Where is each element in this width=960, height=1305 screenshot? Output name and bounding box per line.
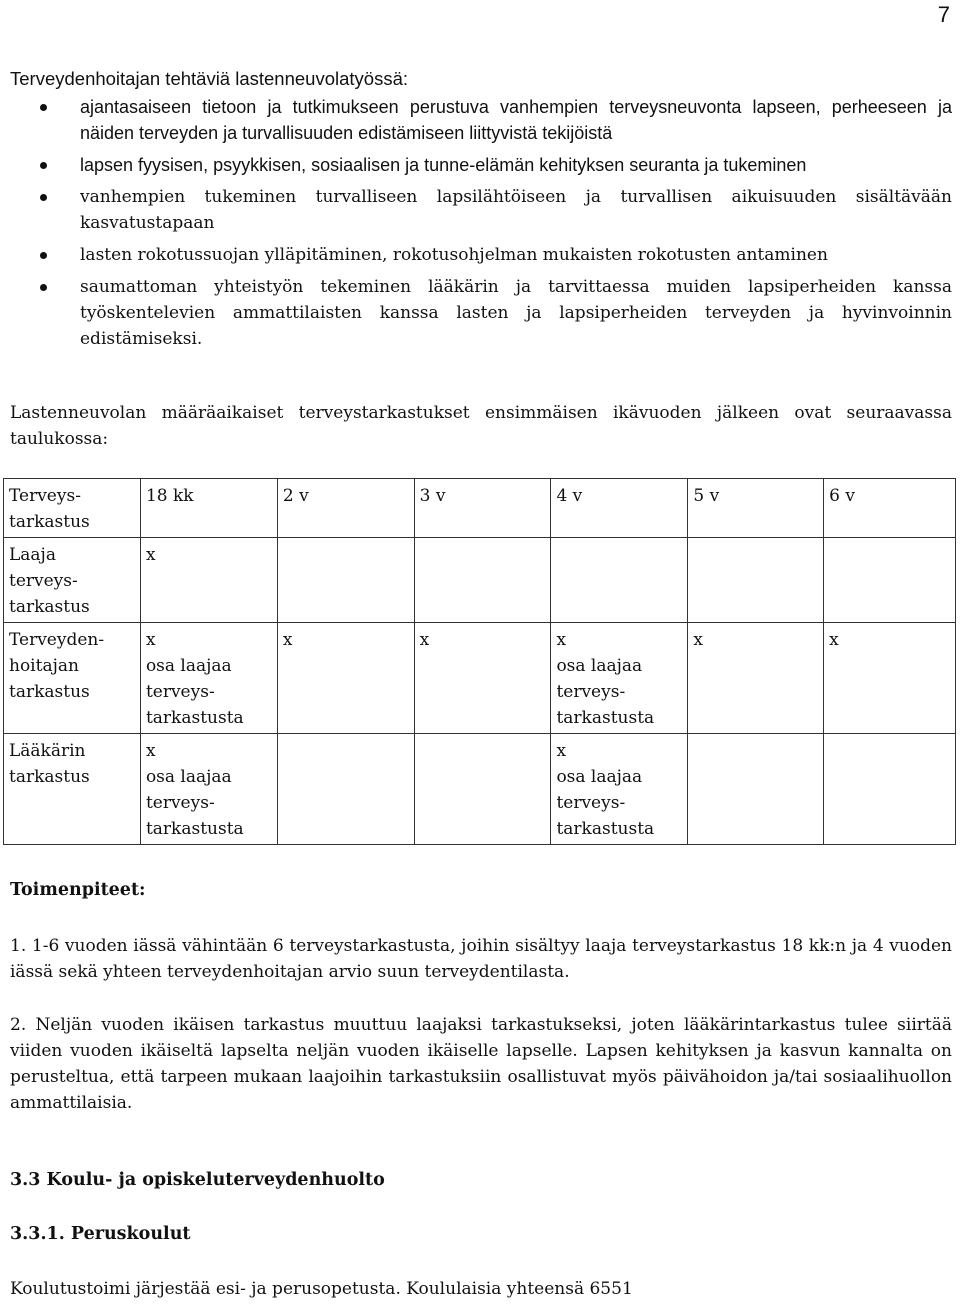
- table-row: [4, 623, 956, 734]
- table-intro: Lastenneuvolan määräaikaiset terveystarkastukset ensimmäisen ikävuoden jälkeen ovat seuraavassa taulukossa:: [10, 403, 952, 449]
- table-row: [4, 734, 956, 845]
- table-cell: 5 v: [688, 479, 824, 538]
- table-cell: 4 v: [551, 479, 688, 538]
- table-cell: x osa laajaa terveys- tarkastusta: [551, 623, 688, 734]
- table-cell: 18 kk: [140, 479, 277, 538]
- list-item: ajantasaiseen tietoon ja tutkimukseen perustuva vanhempien terveysneuvonta lapseen, perheeseen ja näiden terveyden ja turvallisuuden edistämiseen liittyvistä tekijöistä: [10, 94, 952, 146]
- task-list: [10, 94, 952, 358]
- section-heading: 3.3 Koulu- ja opiskeluterveydenhuolto: [10, 1170, 385, 1190]
- table-cell: x: [140, 538, 277, 623]
- table-cell: x osa laajaa terveys- tarkastusta: [551, 734, 688, 845]
- intro-title: Terveydenhoitajan tehtäviä lastenneuvolatyössä:: [10, 68, 409, 89]
- toimenpiteet-heading: Toimenpiteet:: [10, 880, 146, 900]
- table-cell: [688, 734, 824, 845]
- closing-text: Koulutustoimi järjestää esi- ja perusopetusta. Koululaisia yhteensä 6551: [10, 1279, 633, 1299]
- table-cell: 6 v: [824, 479, 956, 538]
- table-row: [4, 538, 956, 623]
- table-cell: Terveyden- hoitajan tarkastus: [4, 623, 141, 734]
- table-cell: x: [414, 623, 551, 734]
- table-cell: x: [824, 623, 956, 734]
- table-cell: [414, 734, 551, 845]
- table-cell: x: [277, 623, 414, 734]
- list-item: saumattoman yhteistyön tekeminen lääkärin ja tarvittaessa muiden lapsiperheiden kanssa työskentelevien ammattilaisten kanssa lasten ja lapsiperheiden terveyden ja hyvinvoinnin edistämiseksi.: [10, 274, 952, 352]
- table-cell: [551, 538, 688, 623]
- table-row: [4, 479, 956, 538]
- list-item: lasten rokotussuojan ylläpitäminen, rokotusohjelman mukaisten rokotusten antaminen: [10, 242, 952, 268]
- list-item: lapsen fyysisen, psyykkisen, sosiaalisen ja tunne-elämän kehityksen seuranta ja tukeminen: [10, 152, 952, 178]
- table-cell: [277, 734, 414, 845]
- table-cell: [688, 538, 824, 623]
- table-cell: [277, 538, 414, 623]
- measure-item: 1. 1-6 vuoden iässä vähintään 6 terveystarkastusta, joihin sisältyy laaja terveystarkastus 18 kk:n ja 4 vuoden iässä sekä yhteen terveydenhoitajan arvio suun terveydentilasta.: [10, 936, 952, 982]
- table-cell: Terveys- tarkastus: [4, 479, 141, 538]
- table-cell: 2 v: [277, 479, 414, 538]
- table-cell: [824, 538, 956, 623]
- checkup-table: [3, 478, 956, 845]
- subsection-heading: 3.3.1. Peruskoulut: [10, 1224, 191, 1244]
- table-cell: Laaja terveys- tarkastus: [4, 538, 141, 623]
- table-cell: x: [688, 623, 824, 734]
- table-cell: Lääkärin tarkastus: [4, 734, 141, 845]
- measure-item: 2. Neljän vuoden ikäisen tarkastus muuttuu laajaksi tarkastukseksi, joten lääkärintarkastus tulee siirtää viiden vuoden ikäiseltä lapselta neljän vuoden ikäiselle lapselle. Lapsen kehityksen ja kasvun kannalta on perusteltua, että tarpeen mukaan laajoihin tarkastuksiin osallistuvat myös päivähoidon ja/tai sosiaalihuollon ammattilaisia.: [10, 1015, 952, 1113]
- table-cell: x osa laajaa terveys- tarkastusta: [140, 623, 277, 734]
- table-cell: x osa laajaa terveys- tarkastusta: [140, 734, 277, 845]
- table-cell: 3 v: [414, 479, 551, 538]
- table-cell: [824, 734, 956, 845]
- page-number: 7: [937, 2, 950, 27]
- table-cell: [414, 538, 551, 623]
- list-item: vanhempien tukeminen turvalliseen lapsilähtöiseen ja turvallisen aikuisuuden sisältävään kasvatustapaan: [10, 184, 952, 236]
